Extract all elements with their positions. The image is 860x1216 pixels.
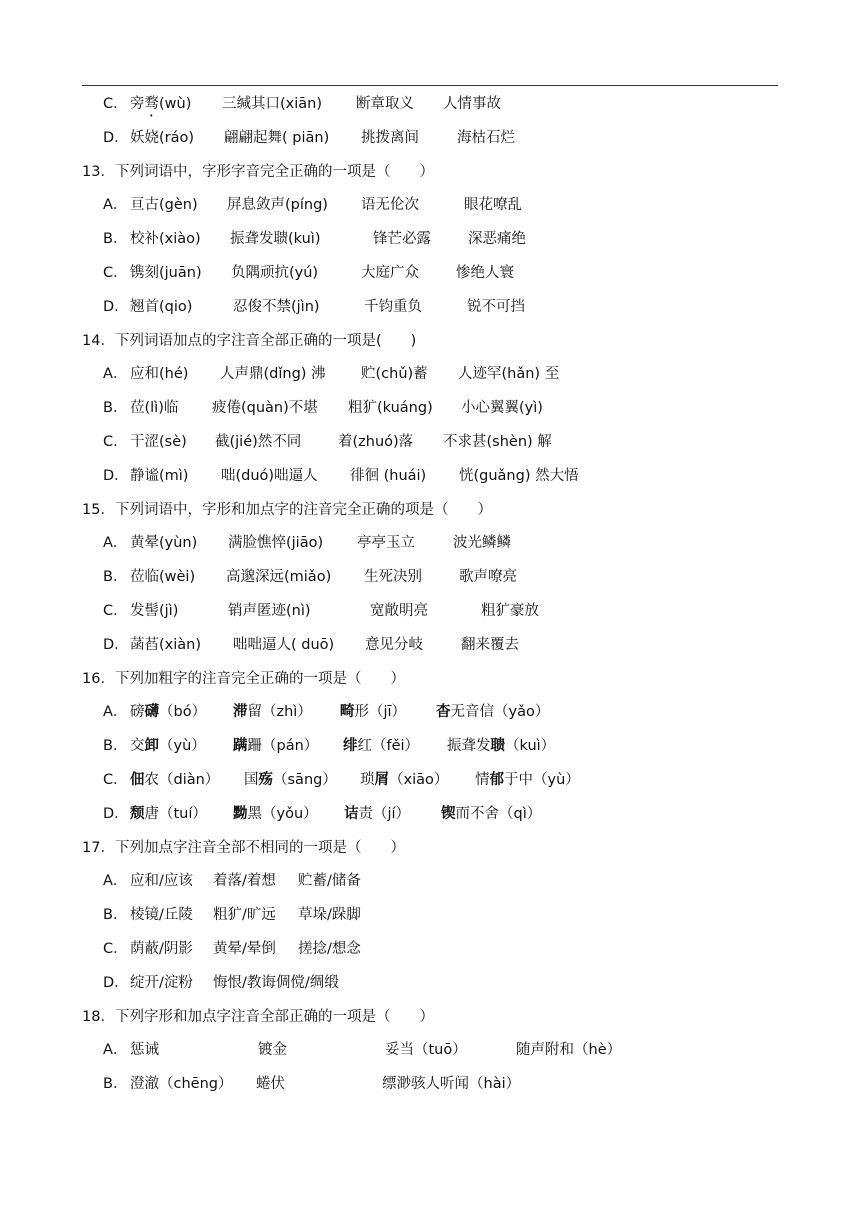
option-row (0, 595, 860, 629)
option-cell: 应和/应该 (130, 873, 193, 890)
option-row (0, 1034, 860, 1068)
question-14: 14．下列词语加点的字注音全部正确的一项是( ) (82, 332, 417, 349)
option-label: C． (103, 602, 128, 619)
document-body (0, 88, 860, 1102)
option-cell: 高邈深远(miǎo) (226, 569, 332, 586)
option-cell: 搓捻/想念 (298, 940, 361, 957)
option-cell: 截(jié)然不同 (215, 433, 302, 450)
option-cell: 荫蔽/阴影 (130, 940, 193, 957)
option-cell: 疲倦(quàn)不堪 (212, 400, 318, 417)
option-row (0, 291, 860, 325)
option-cell: 妥当（tuō） (385, 1042, 467, 1059)
option-cell: 琐屑（xiāo） (360, 771, 449, 788)
option-cell: 销声匿迹(nì) (228, 602, 311, 619)
option-cell: 澄澈（chēng） (130, 1076, 233, 1093)
option-cell: 大庭广众 (361, 264, 419, 281)
option-row (0, 933, 860, 967)
option-label: C． (103, 771, 128, 788)
option-cell: 镀金 (258, 1042, 287, 1059)
option-cell: 莅临(wèi) (130, 569, 196, 586)
option-cell: 负隅顽抗(yú) (231, 264, 319, 281)
option-label: D． (103, 805, 129, 822)
option-label: D． (103, 636, 129, 653)
option-cell: 人迹罕(hǎn) 至 (458, 366, 560, 383)
option-cell: 不求甚(shèn) 解 (443, 433, 552, 450)
option-cell: 深恶痛绝 (468, 231, 526, 248)
option-cell: 杳无音信（yǎo） (436, 704, 550, 721)
option-label: C． (103, 264, 128, 281)
option-cell: 发髻(jì) (130, 602, 179, 619)
option-cell: 妖娆(ráo) (130, 129, 195, 146)
option-label: C． (103, 433, 128, 450)
question-15: 15．下列词语中，字形和加点字的注音完全正确的项是（ ） (82, 501, 492, 518)
option-cell: 佃农（diàn） (130, 771, 220, 788)
option-cell: 贮(chǔ)蓄 (361, 366, 428, 383)
header-rule (82, 85, 778, 86)
question-13: 13．下列词语中，字形字音完全正确的一项是（ ） (82, 163, 434, 180)
question-16: 16．下列加粗字的注音完全正确的一项是（ ） (82, 670, 405, 687)
option-cell: 情郁于中（yù） (475, 771, 580, 788)
option-cell: 亭亭玉立 (357, 535, 415, 552)
option-cell: 波光鳞鳞 (453, 535, 511, 552)
option-label: A． (103, 704, 128, 721)
option-cell: 干涩(sè) (130, 433, 187, 450)
option-row (0, 88, 860, 122)
option-cell: 黄晕/晕倒 (213, 940, 276, 957)
option-cell: 镌刻(juān) (130, 264, 202, 281)
option-cell: 徘徊 (huái) (350, 467, 427, 484)
option-cell: 宽敞明亮 (370, 602, 428, 619)
option-row (0, 223, 860, 257)
option-row (0, 561, 860, 595)
option-cell: 咄咄逼人( duō) (233, 636, 335, 653)
option-cell: 粗犷/旷远 (213, 907, 276, 924)
option-cell: 满脸憔悴(jiāo) (228, 535, 324, 552)
option-label: A． (103, 197, 128, 214)
option-cell: 缥渺骇人听闻（hài） (382, 1076, 521, 1093)
option-row (0, 967, 860, 1001)
option-cell: 振聋发聩(kuì) (230, 231, 321, 248)
option-cell: 锐不可挡 (467, 298, 525, 315)
option-cell: 蹒跚（pán） (233, 738, 319, 755)
option-row (0, 460, 860, 494)
option-label: B． (103, 569, 128, 586)
option-cell: 人情事故 (443, 96, 501, 112)
option-cell: 生死决别 (364, 569, 422, 586)
option-cell: 海枯石烂 (457, 129, 515, 146)
option-row (0, 392, 860, 426)
option-row (0, 865, 860, 899)
option-cell: 挑拨离间 (361, 129, 419, 146)
option-cell: 三缄其口(xiān) (222, 96, 322, 112)
option-cell: 粗犷豪放 (481, 602, 539, 619)
option-cell: 滞留（zhì） (233, 704, 312, 721)
option-cell: 悔恨/教诲倜傥/绸缎 (213, 974, 339, 991)
option-cell: 翩翩起舞( piān) (224, 129, 330, 146)
option-label: A． (103, 1042, 128, 1059)
option-cell: 歌声嘹亮 (459, 569, 517, 586)
option-cell: 颓唐（tuí） (130, 805, 207, 822)
option-label: C． (103, 96, 128, 112)
option-label: A． (103, 366, 128, 383)
option-label: A． (103, 535, 128, 552)
option-label: D． (103, 467, 129, 484)
option-cell: 莅(lì)临 (130, 400, 179, 417)
option-cell: 断章取义 (356, 96, 414, 112)
option-row (0, 798, 860, 832)
option-cell: 绽开/淀粉 (130, 974, 193, 991)
option-cell: 意见分岐 (365, 636, 423, 653)
option-cell: 振聋发聩（kuì） (447, 738, 556, 755)
option-cell: 翘首(qio) (130, 298, 193, 315)
option-cell: 翻来覆去 (461, 636, 519, 653)
option-cell: 静谧(mì) (130, 467, 189, 484)
option-cell: 锲而不舍（qì） (441, 805, 542, 822)
option-label: C． (103, 940, 128, 957)
option-label: B． (103, 400, 128, 417)
option-cell: 诘责（jí） (344, 805, 411, 822)
option-cell: 畸形（jī） (340, 704, 407, 721)
option-cell: 旁骛(wù) (130, 96, 192, 112)
option-cell: 菡萏(xiàn) (130, 636, 201, 653)
option-cell: 国殇（sāng） (244, 771, 337, 788)
option-cell: 棱镜/丘陵 (130, 907, 193, 924)
option-label: B． (103, 231, 128, 248)
option-label: D． (103, 129, 129, 146)
option-row (0, 629, 860, 663)
option-label: D． (103, 974, 129, 991)
option-cell: 贮蓄/储备 (298, 873, 361, 890)
option-cell: 黝黑（yǒu） (233, 805, 318, 822)
option-row (0, 1068, 860, 1102)
option-row (0, 696, 860, 730)
option-row (0, 257, 860, 291)
option-row (0, 189, 860, 223)
option-cell: 随声附和（hè） (516, 1042, 622, 1059)
option-cell: 绯红（fěi） (343, 738, 420, 755)
option-cell: 应和(hé) (130, 366, 189, 383)
option-label: A． (103, 873, 128, 890)
option-label: D． (103, 298, 129, 315)
option-cell: 屏息敛声(píng) (227, 197, 328, 214)
option-label: B． (103, 1076, 128, 1093)
option-cell: 小心翼翼(yì) (461, 400, 543, 417)
option-cell: 磅礴（bó） (130, 704, 207, 721)
option-row (0, 899, 860, 933)
option-cell: 亘古(gèn) (130, 197, 198, 214)
option-cell: 黄晕(yùn) (130, 535, 198, 552)
option-cell: 蜷伏 (256, 1076, 285, 1093)
question-18: 18．下列字形和加点字注音全部正确的一项是（ ） (82, 1008, 434, 1025)
option-cell: 校补(xiào) (130, 231, 201, 248)
option-cell: 惩诫 (130, 1042, 159, 1059)
option-cell: 锋芒必露 (373, 231, 431, 248)
option-cell: 人声鼎(dǐng) 沸 (220, 366, 326, 383)
option-row (0, 358, 860, 392)
option-cell: 咄(duó)咄逼人 (221, 467, 318, 484)
option-row (0, 764, 860, 798)
question-17: 17．下列加点字注音全部不相同的一项是（ ） (82, 839, 405, 856)
option-cell: 着(zhuó)落 (338, 433, 414, 450)
option-cell: 恍(guǎng) 然大悟 (459, 467, 579, 484)
option-cell: 惨绝人寰 (456, 264, 514, 281)
option-row (0, 527, 860, 561)
option-row (0, 122, 860, 156)
option-cell: 千钧重负 (364, 298, 422, 315)
option-cell: 眼花嘹乱 (464, 197, 522, 214)
option-label: B． (103, 907, 128, 924)
option-row (0, 730, 860, 764)
option-cell: 着落/着想 (213, 873, 276, 890)
option-label: B． (103, 738, 128, 755)
option-cell: 语无伦次 (361, 197, 419, 214)
option-row (0, 426, 860, 460)
option-cell: 交卸（yù） (130, 738, 206, 755)
option-cell: 粗犷(kuáng) (348, 400, 433, 417)
option-cell: 忍俊不禁(jìn) (233, 298, 320, 315)
option-cell: 草垛/跺脚 (298, 907, 361, 924)
